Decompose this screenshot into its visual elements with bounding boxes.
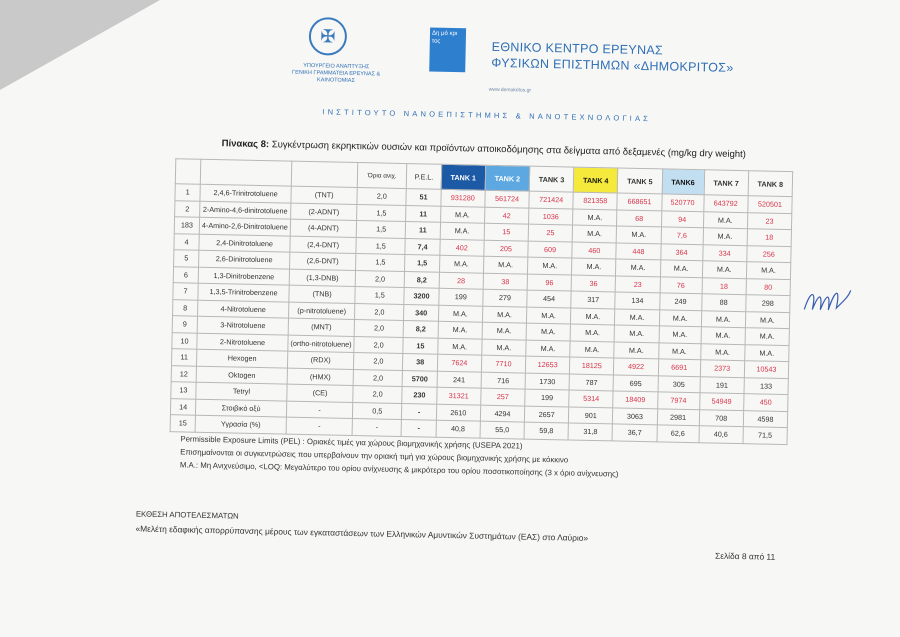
tank-value: 15 <box>484 223 529 240</box>
tank-value: 7710 <box>481 355 526 372</box>
tank-value: 54949 <box>699 393 744 410</box>
detection-limit: 1,5 <box>357 204 407 222</box>
tank-value: 450 <box>743 394 788 411</box>
header-tank4: TANK 4 <box>573 167 618 193</box>
pel-value: 38 <box>403 354 438 371</box>
tank-value: 18409 <box>613 391 658 408</box>
tank-value: 31,8 <box>568 423 613 440</box>
detection-limit: 2,0 <box>355 270 405 288</box>
tank-value: 6691 <box>658 359 700 376</box>
compound-abbr: (TNB) <box>289 285 355 303</box>
tank-value: M.A. <box>746 262 791 279</box>
tank-value: 10543 <box>744 361 789 378</box>
tank-value: 31321 <box>436 387 481 404</box>
tank-value: 279 <box>483 289 528 306</box>
tank-value: 7974 <box>657 392 699 409</box>
tank-value: 241 <box>437 371 482 388</box>
tank-value: 609 <box>528 241 573 258</box>
tank-value: 460 <box>572 242 617 259</box>
tank-value: 38 <box>483 273 528 290</box>
table-body <box>170 184 792 444</box>
compound-abbr: (2,6-DNT) <box>290 252 356 270</box>
row-number: 5 <box>174 250 199 267</box>
tank-value: 4598 <box>743 410 788 427</box>
tank-value: 2981 <box>657 408 699 425</box>
detection-limit: 2,0 <box>353 385 403 403</box>
footer-title: «Μελέτη εδαφικής απορρύπανσης μέρους των εγκαταστάσεων των Ελληνικών Αμυντικών Συστημάτων (ΕΑΣ) στο Λαύριο» <box>135 523 589 543</box>
note-pel: Permissible Exposure Limits (PEL) : Οριακές τιμές για χώρους βιομηχανικής χρήσης (USEPA 2021) <box>180 434 523 451</box>
tank-value: 71,5 <box>743 427 788 444</box>
tank-value: M.A. <box>703 228 748 245</box>
tank-value: 23 <box>747 212 792 229</box>
tank-value: 133 <box>744 377 789 394</box>
center-contact: www.demokritos.gr <box>488 86 532 94</box>
pel-value: 3200 <box>404 288 439 305</box>
center-name <box>491 39 734 76</box>
tank-value: 12653 <box>525 356 570 373</box>
tank-value: 18 <box>702 277 747 294</box>
tank-value: M.A. <box>571 308 616 325</box>
compound-abbr: (4-ADNT) <box>290 219 356 237</box>
note-red: Επισημαίνονται οι συγκεντρώσεις που υπερβαίνουν την οριακή τιμή για χώρους βιομηχανικής χρήσης με κόκκινο <box>180 447 569 465</box>
tank-value: 448 <box>616 242 661 259</box>
compound-name: 1,3-Dinitrobenzene <box>198 267 289 285</box>
tank-value: M.A. <box>700 343 745 360</box>
pel-value: 7,4 <box>405 238 440 255</box>
pel-value: - <box>401 420 436 437</box>
tank-value: 3063 <box>613 407 658 424</box>
tank-value: 191 <box>700 376 745 393</box>
compound-abbr: (2-ADNT) <box>291 203 357 221</box>
tank-value: M.A. <box>482 339 527 356</box>
demokritos-logo <box>429 28 466 73</box>
signature-icon <box>800 279 853 326</box>
tank-value: M.A. <box>483 256 528 273</box>
tank-value: 4922 <box>614 358 659 375</box>
tank-value: 821358 <box>573 192 618 209</box>
header-blank-name <box>200 159 292 186</box>
tank-value: M.A. <box>440 206 485 223</box>
pel-value: 15 <box>403 337 438 354</box>
tank-value: 36,7 <box>612 424 657 441</box>
tank-value: M.A. <box>702 261 747 278</box>
tank-value: 402 <box>440 239 485 256</box>
tank-value: 561724 <box>485 190 530 207</box>
tank-value: 334 <box>702 244 747 261</box>
tank-value: M.A. <box>659 326 701 343</box>
pel-value: 11 <box>406 222 441 239</box>
tank-value: 80 <box>746 278 791 295</box>
tank-value: 708 <box>699 409 744 426</box>
tank-value: 7,6 <box>661 227 703 244</box>
tank-value: 42 <box>484 207 529 224</box>
ministry-block <box>281 62 391 85</box>
tank-value: M.A. <box>572 225 617 242</box>
tank-value: 2373 <box>700 360 745 377</box>
row-number: 10 <box>172 332 197 349</box>
compound-name: 4-Amino-2,6-Dinitrotoluene <box>199 217 290 235</box>
table-caption <box>222 138 746 160</box>
row-number: 8 <box>173 299 198 316</box>
tank-value: 256 <box>747 245 792 262</box>
tank-value: M.A. <box>744 344 789 361</box>
tank-value: M.A. <box>482 306 527 323</box>
caption-text: Συγκέντρωση εκρηκτικών ουσιών και προϊόντων αποικοδόμησης στα δείγματα από δεξαμενές (mg/kg dry weight) <box>271 139 747 161</box>
tank-value: 257 <box>481 388 526 405</box>
compound-abbr: (HMX) <box>287 368 353 386</box>
tank-value: 1036 <box>529 208 574 225</box>
tank-value: 68 <box>617 209 662 226</box>
detection-limit: 1,5 <box>355 287 405 305</box>
tank-value: 18 <box>747 229 792 246</box>
ministry-name: ΥΠΟΥΡΓΕΙΟ ΑΝΑΠΤΥΞΗΣ <box>303 62 370 71</box>
tank-value: M.A. <box>616 259 661 276</box>
tank-value: 454 <box>527 290 572 307</box>
compound-abbr: - <box>286 401 352 419</box>
tank-value: 520501 <box>748 196 793 213</box>
tank-value: 94 <box>661 210 703 227</box>
detection-limit: 0,5 <box>353 402 403 420</box>
detection-limit: - <box>352 418 402 436</box>
tank-value: 7624 <box>437 354 482 371</box>
tank-value: 364 <box>660 243 702 260</box>
pel-value: 8,2 <box>403 321 438 338</box>
pel-value: 5700 <box>402 370 437 387</box>
tank-value: 28 <box>439 272 484 289</box>
tank-value: M.A. <box>526 340 571 357</box>
tank-value: 18125 <box>570 357 615 374</box>
compound-abbr: (CE) <box>287 384 353 402</box>
tank-value: 55,0 <box>480 421 525 438</box>
header-blank-num <box>175 159 201 185</box>
greek-emblem-icon: ✠ <box>309 17 348 56</box>
tank-value: M.A. <box>617 226 662 243</box>
tank-value: 668651 <box>617 193 662 210</box>
compound-name: 2-Nitrotoluene <box>197 333 288 351</box>
logo-text: Δη μό κρι τος <box>431 30 458 45</box>
tank-value: 40,8 <box>436 420 481 437</box>
tank-value: M.A. <box>438 305 483 322</box>
caption-label: Πίνακας 8: <box>221 138 270 151</box>
tank-value: 721424 <box>529 191 574 208</box>
tank-value: M.A. <box>659 309 701 326</box>
tank-value: M.A. <box>745 328 790 345</box>
tank-value: 5314 <box>569 390 614 407</box>
note-ma: M.A.: Μη Ανιχνεύσιμο, <LOQ: Μεγαλύτερο του ορίου ανίχνευσης & μικρότερο του ορίου ποσοτικοποίησης (3 x όριο ανίχνευσης) <box>179 460 619 479</box>
compound-name: 2,4,6-Trinitrotoluene <box>200 184 291 202</box>
detection-limit: 2,0 <box>357 188 407 206</box>
row-number: 13 <box>171 382 196 399</box>
row-number: 15 <box>170 415 195 432</box>
header-tank8: TANK 8 <box>748 171 793 197</box>
tank-value: M.A. <box>701 327 746 344</box>
row-number: 2 <box>175 200 200 217</box>
detection-limit: 1,5 <box>356 221 406 239</box>
detection-limit: 2,0 <box>354 336 404 354</box>
tank-value: 36 <box>571 275 616 292</box>
compound-name: 2,4-Dinitrotoluene <box>199 234 290 252</box>
tank-value: M.A. <box>528 257 573 274</box>
tank-value: 25 <box>528 224 573 241</box>
row-number: 7 <box>173 283 198 300</box>
institute-title: ΙΝΣΤΙΤΟΥΤΟ ΝΑΝΟΕΠΙΣΤΗΜΗΣ & ΝΑΝΟΤΕΧΝΟΛΟΓΙΑΣ <box>322 107 652 124</box>
compound-abbr: (ortho-nitrotoluene) <box>288 335 354 353</box>
pel-value: 230 <box>402 387 437 404</box>
tank-value: M.A. <box>572 258 617 275</box>
header-tank5: TANK 5 <box>618 168 663 194</box>
header-pel: P.E.L. <box>407 164 442 190</box>
row-number: 9 <box>172 316 197 333</box>
compound-name: 4-Nitrotoluene <box>198 300 289 318</box>
tank-value: M.A. <box>570 341 615 358</box>
tank-value: 695 <box>613 374 658 391</box>
tank-value: 643792 <box>703 195 748 212</box>
tank-value: M.A. <box>614 341 659 358</box>
tank-value: 199 <box>439 288 484 305</box>
tank-value: 298 <box>746 295 791 312</box>
row-number: 14 <box>170 398 195 415</box>
header-tank6: TANK6 <box>662 169 705 195</box>
tank-value: M.A. <box>614 325 659 342</box>
tank-value: M.A. <box>573 209 618 226</box>
compound-name: 2,6-Dinitrotoluene <box>199 250 290 268</box>
row-number: 6 <box>173 266 198 283</box>
tank-value: M.A. <box>437 338 482 355</box>
compound-name: 1,3,5-Trinitrobenzene <box>198 283 289 301</box>
compound-abbr: (TNT) <box>291 186 357 204</box>
tank-value: 317 <box>571 291 616 308</box>
detection-limit: 2,0 <box>354 320 404 338</box>
detection-limit: 2,0 <box>354 352 404 370</box>
header-blank-abbr <box>291 161 358 187</box>
compound-name: 2-Amino-4,6-dinitrotoluene <box>200 201 291 219</box>
tank-value: M.A. <box>440 222 485 239</box>
row-number: 183 <box>174 217 199 234</box>
page-number: Σελίδα 8 από 11 <box>715 550 776 562</box>
pel-value: 1,5 <box>405 255 440 272</box>
pel-value: 11 <box>406 205 441 222</box>
pel-value: 8,2 <box>405 271 440 288</box>
tank-value: 59,8 <box>524 422 569 439</box>
compound-abbr: (p-nitrotoluene) <box>289 302 355 320</box>
tank-value: M.A. <box>703 211 748 228</box>
tank-value: 2610 <box>436 404 481 421</box>
pel-value: 51 <box>406 189 441 206</box>
tank-value: 23 <box>615 275 660 292</box>
compound-name: Υγρασία (%) <box>195 415 286 433</box>
tank-value: M.A. <box>745 311 790 328</box>
center-name-line1: ΕΘΝΙΚΟ ΚΕΝΤΡΟ ΕΡΕΥΝΑΣ <box>491 39 664 58</box>
detection-limit: 1,5 <box>356 254 406 272</box>
compound-abbr: (1,3-DNB) <box>289 269 355 287</box>
tank-value: 205 <box>484 240 529 257</box>
explosives-table <box>170 158 794 444</box>
footer-label: ΕΚΘΕΣΗ ΑΠΟΤΕΛΕΣΜΑΤΩΝ <box>135 509 239 521</box>
header-tank7: TANK 7 <box>704 170 749 196</box>
header-tank3: TANK 3 <box>529 166 574 192</box>
tank-value: M.A. <box>482 322 527 339</box>
tank-value: M.A. <box>660 260 702 277</box>
row-number: 11 <box>171 349 196 366</box>
tank-value: 2657 <box>524 406 569 423</box>
compound-abbr: (RDX) <box>287 351 353 369</box>
tank-value: 40,6 <box>699 426 744 443</box>
row-number: 4 <box>174 233 199 250</box>
tank-value: 249 <box>659 293 701 310</box>
tank-value: 1730 <box>525 373 570 390</box>
tank-value: 901 <box>569 407 614 424</box>
tank-value: M.A. <box>570 324 615 341</box>
tank-value: 76 <box>660 276 702 293</box>
header-tank1: TANK 1 <box>441 164 486 190</box>
tank-value: 787 <box>569 374 614 391</box>
compound-name: 3-Nitrotoluene <box>197 316 288 334</box>
tank-value: 716 <box>481 372 526 389</box>
compound-abbr: (2,4-DNT) <box>290 236 356 254</box>
tank-value: M.A. <box>615 308 660 325</box>
compound-name: Στοιβικό οξύ <box>195 399 286 417</box>
tank-value: 4294 <box>480 405 525 422</box>
pel-value: 340 <box>404 304 439 321</box>
header-limit: Όρια ανιχ. <box>357 163 407 189</box>
tank-value: M.A. <box>701 310 746 327</box>
compound-name: Hexogen <box>196 349 287 367</box>
row-number: 1 <box>175 184 200 201</box>
tank-value: 88 <box>701 294 746 311</box>
tank-value: M.A. <box>438 321 483 338</box>
compound-name: Tetryl <box>196 382 287 400</box>
header-tank2: TANK 2 <box>485 165 530 191</box>
detection-limit: 2,0 <box>355 303 405 321</box>
detection-limit: 2,0 <box>353 369 403 387</box>
tank-value: 305 <box>658 375 700 392</box>
tank-value: 62,6 <box>657 425 699 442</box>
tank-value: 931280 <box>441 189 486 206</box>
tank-value: 96 <box>527 274 572 291</box>
detection-limit: 1,5 <box>356 237 406 255</box>
secretariat-name: ΓΕΝΙΚΗ ΓΡΑΜΜΑΤΕΙΑ ΕΡΕΥΝΑΣ & ΚΑΙΝΟΤΟΜΙΑΣ <box>292 69 381 84</box>
tank-value: 134 <box>615 292 660 309</box>
tank-value: M.A. <box>439 255 484 272</box>
row-number: 12 <box>171 365 196 382</box>
compound-abbr: - <box>286 417 352 435</box>
tank-value: M.A. <box>526 307 571 324</box>
center-name-line2: ΦΥΣΙΚΩΝ ΕΠΙΣΤΗΜΩΝ «ΔΗΜΟΚΡΙΤΟΣ» <box>491 55 734 75</box>
compound-name: Oktogen <box>196 366 287 384</box>
tank-value: M.A. <box>526 323 571 340</box>
tank-value: 520770 <box>661 194 703 211</box>
pel-value: - <box>402 403 437 420</box>
compound-abbr: (MNT) <box>288 318 354 336</box>
tank-value: M.A. <box>658 342 700 359</box>
tank-value: 199 <box>525 389 570 406</box>
